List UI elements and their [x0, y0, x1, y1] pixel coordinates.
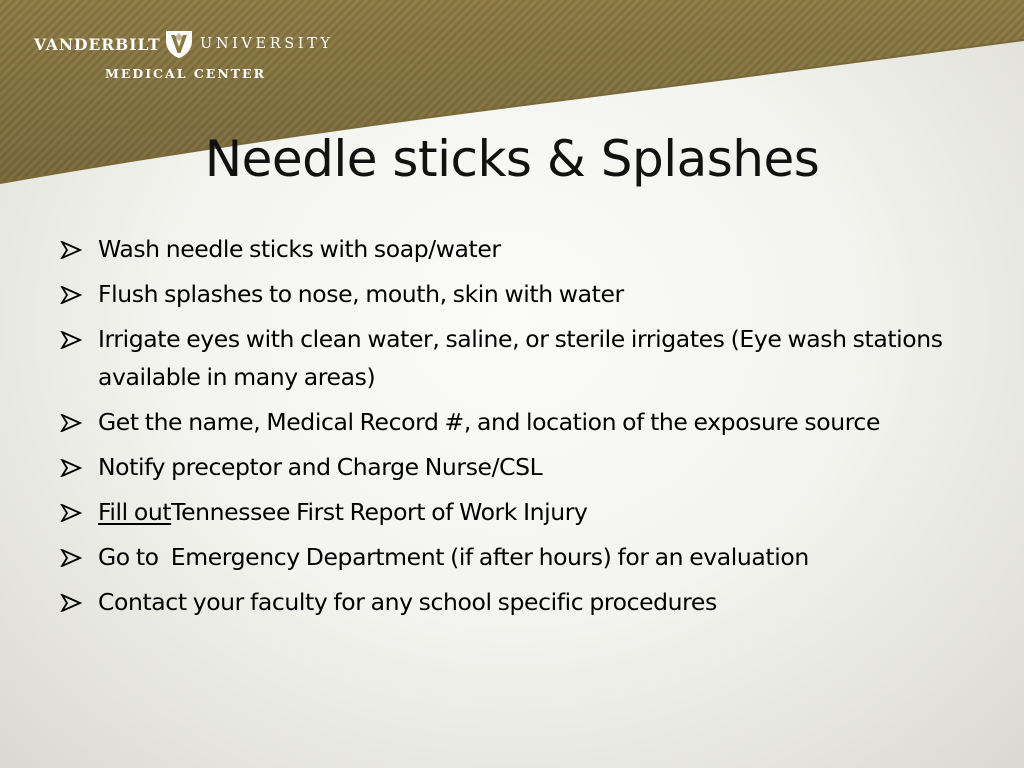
arrow-bullet-icon [60, 241, 82, 259]
bullet-text: Go to Emergency Department (if after hours) for an evaluation [98, 543, 809, 571]
arrow-bullet-icon [60, 331, 82, 349]
bullet-item [60, 403, 960, 441]
bullet-item [60, 448, 960, 486]
logo-text-vanderbilt: VANDERBILT [34, 35, 161, 54]
bullet-text: Flush splashes to nose, mouth, skin with water [98, 280, 624, 308]
arrow-bullet-icon [60, 549, 82, 567]
bullet-text: Wash needle sticks with soap/water [98, 235, 501, 263]
vu-shield-icon [164, 29, 194, 59]
logo-text-university: UNIVERSITY [200, 36, 334, 52]
arrow-bullet-icon [60, 286, 82, 304]
slide-title: Needle sticks & Splashes [204, 130, 820, 188]
bullet-text: Contact your faculty for any school specific procedures [98, 588, 717, 616]
bullet-item [60, 320, 960, 396]
arrow-bullet-icon [60, 504, 82, 522]
bullet-item [60, 583, 960, 621]
fill-out-link[interactable]: Fill out [98, 498, 172, 526]
arrow-bullet-icon [60, 459, 82, 477]
bullet-item [60, 538, 960, 576]
bullet-item [60, 230, 960, 268]
bullet-text: Irrigate eyes with clean water, saline, or sterile irrigates (Eye wash stations available in many areas) [98, 325, 943, 391]
arrow-bullet-icon [60, 414, 82, 432]
bullet-text: Get the name, Medical Record #, and location of the exposure source [98, 408, 881, 436]
bullet-text: Tennessee First Report of Work Injury [171, 498, 588, 526]
vumc-logo [34, 28, 344, 88]
bullet-item [60, 493, 960, 531]
arrow-bullet-icon [60, 594, 82, 612]
bullet-item [60, 275, 960, 313]
bullet-text: Notify preceptor and Charge Nurse/CSL [98, 453, 543, 481]
logo-text-medical-center: MEDICAL CENTER [105, 66, 266, 81]
bullet-list [60, 230, 960, 628]
